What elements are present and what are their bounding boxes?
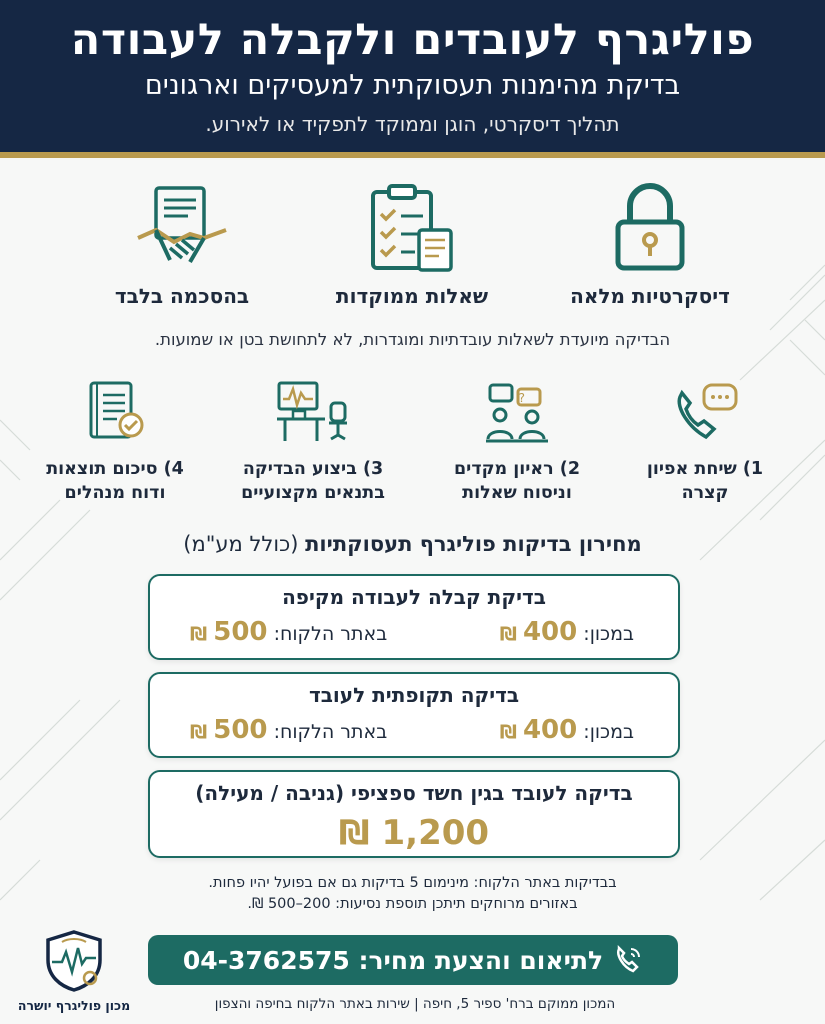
price-amount-large (150, 813, 678, 853)
feature-label: דיסקרטיות מלאה (570, 284, 730, 308)
clipboard-icon (367, 184, 457, 272)
feature-label: שאלות ממוקדות (335, 284, 489, 308)
card-title: בדיקה תקופתית לעובד (308, 683, 520, 707)
step-subtitle: קצרה (681, 483, 729, 503)
process-steps (0, 375, 825, 505)
svg-text:?: ? (518, 391, 525, 405)
client-price (190, 715, 387, 745)
step-2 (417, 383, 617, 505)
price-card-hiring (148, 574, 680, 660)
shekel-icon: ₪ (499, 623, 517, 645)
fine-print-line: בבדיקות באתר הלקוח: מינימום 5 בדיקות גם אם בפועל יהיו פחות. (208, 875, 617, 891)
shekel-icon: ₪ (190, 623, 208, 645)
logo (10, 930, 138, 1013)
price-card-specific-suspicion (148, 770, 680, 858)
step-title: 2) ראיון מקדים (454, 459, 580, 479)
card-title: בדיקת קבלה לעבודה מקיפה (282, 585, 546, 609)
price-label: במכון: (583, 623, 634, 645)
step-4 (15, 381, 215, 505)
pricing-title (0, 532, 825, 556)
step-title: 4) סיכום תוצאות (46, 459, 184, 479)
note-text: הבדיקה מיועדת לשאלות עובדתיות ומוגדרות, לא לתחושת בטן או שמועות. (154, 330, 671, 349)
shekel-icon: ₪ (190, 721, 208, 743)
fine-print (0, 873, 825, 915)
price-amount: 1,200 (381, 813, 490, 853)
shield-logo-icon (44, 930, 104, 992)
fine-print-line: באזורים מרוחקים תיתכן תוספת נסיעות: 200–500 ₪. (247, 896, 578, 912)
step-title: 3) ביצוע הבדיקה (242, 459, 384, 479)
header-banner (0, 0, 825, 158)
price-label: באתר הלקוח: (273, 623, 388, 645)
step-title: 1) שיחת אפיון (646, 459, 764, 479)
workstation-icon (275, 379, 351, 443)
logo-text: מכון פוליגרף יושרה (17, 998, 131, 1013)
step-1 (605, 383, 805, 505)
handshake-icon (134, 186, 230, 272)
page-title: פוליגרף לעובדים ולקבלה לעבודה (70, 15, 755, 65)
feature-consent (67, 186, 297, 308)
contact-phone[interactable]: 04-3762575 (182, 945, 350, 975)
contact-label: לתיאום והצעת מחיר: (358, 945, 604, 975)
interview-icon (482, 383, 552, 443)
shekel-icon: ₪ (338, 813, 370, 853)
price-row (150, 715, 678, 745)
step-subtitle: ודוח מנהלים (64, 483, 166, 503)
report-icon (83, 381, 147, 443)
pricing-title-text: מחירון בדיקות פוליגרף תעסוקתיות (305, 532, 642, 556)
contact-button[interactable] (148, 935, 678, 985)
institute-price (500, 617, 634, 647)
step-subtitle: וניסוח שאלות (462, 483, 572, 503)
phone-icon (613, 945, 643, 975)
phone-chat-icon (670, 383, 740, 443)
price-row (150, 617, 678, 647)
price-amount: 500 (213, 715, 268, 745)
price-amount: 500 (213, 617, 268, 647)
price-card-periodic (148, 672, 680, 758)
price-amount: 400 (522, 617, 578, 647)
institute-price (500, 715, 634, 745)
page-tagline: תהליך דיסקרטי, הוגן וממוקד לתפקיד או לאירוע. (205, 112, 620, 136)
card-title: בדיקה לעובד בגין חשד ספציפי (גניבה / מעילה) (195, 781, 633, 805)
vat-note: (כולל מע"מ) (183, 532, 299, 556)
feature-focused-questions (297, 184, 527, 308)
price-label: באתר הלקוח: (273, 721, 388, 743)
shekel-icon: ₪ (499, 721, 517, 743)
client-price (190, 617, 387, 647)
feature-discretion (535, 180, 765, 308)
price-label: במכון: (583, 721, 634, 743)
footer-address: המכון ממוקם ברח' ספיר 5, חיפה | שירות באתר הלקוח בחיפה והצפון (214, 996, 616, 1012)
step-3 (213, 379, 413, 505)
features-row (0, 180, 825, 320)
step-subtitle: בתנאים מקצועיים (241, 483, 385, 503)
page-subtitle: בדיקת מהימנות תעסוקתית למעסיקים וארגונים (144, 70, 681, 101)
price-amount: 400 (522, 715, 578, 745)
feature-label: בהסכמה בלבד (114, 284, 250, 308)
lock-icon (610, 180, 690, 272)
